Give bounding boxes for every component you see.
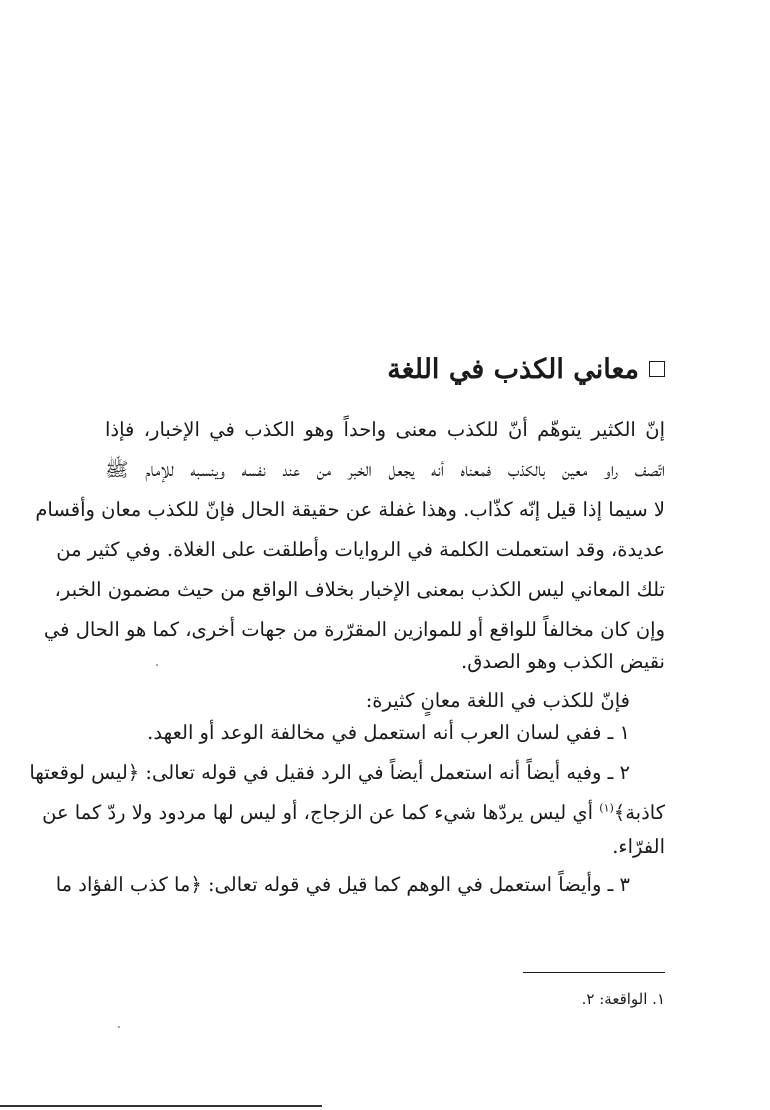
square-bullet-icon [649, 361, 665, 377]
list-item-2: ٢ ـ وفيه أيضاً أنه استعمل أيضاً في الرد فقيل في قوله تعالى: ﴿ليس لوقعتها [29, 761, 630, 784]
scan-speck [118, 1026, 120, 1028]
quote-commentary: أي ليس يردّها شيء كما عن الزجاج، أو ليس لها مردود ولا ردّ كما عن [42, 801, 600, 824]
scan-speck [156, 664, 158, 666]
paragraph-line: إنّ الكثير يتوهّم أنّ للكذب معنى واحداً وهو الكذب في الإخبار، فإذا [105, 418, 665, 441]
paragraph-line: تلك المعاني ليس الكذب بمعنى الإخبار بخلاف الواقع من حيث مضمون الخبر، [54, 578, 665, 601]
section-heading [105, 350, 665, 390]
paragraph-line: عديدة، وقد استعملت الكلمة في الروايات وأطلقت على الغلاة. وفي كثير من [56, 538, 665, 561]
list-item-3: ٣ ـ وأيضاً استعمل في الوهم كما قيل في قوله تعالى: ﴿ما كذب الفؤاد ما [55, 873, 630, 896]
quran-quote-end: كاذبة﴾ [613, 801, 665, 824]
paragraph-line: لا سيما إذا قيل إنّه كذّاب. وهذا غفلة عن حقيقة الحال فإنّ للكذب معان وأقسام [35, 498, 665, 521]
section-heading-text: معاني الكذب في اللغة [387, 354, 639, 385]
paragraph-line: فإنّ للكذب في اللغة معانٍ كثيرة: [365, 689, 630, 712]
paragraph-line: وإن كان مخالفاً للواقع أو للموازين المقرّرة من جهات أخرى، كما هو الحال في [43, 618, 665, 641]
paragraph-line: الفرّاء. [612, 835, 665, 858]
scan-edge-line [0, 1105, 322, 1107]
list-item-1: ١ ـ ففي لسان العرب أنه استعمل في مخالفة الوعد أو العهد. [147, 721, 630, 744]
footnote-reference: (١) [599, 801, 614, 815]
paragraph-line: نقيض الكذب وهو الصدق. [461, 650, 665, 673]
footnote: ١. الواقعة: ٢. [581, 990, 665, 1008]
paragraph-line: اتّصف راو معين بالكذب فمعناه أنه يجعل الخبر من عند نفسه وينسبه للإمام ﷺ [105, 458, 665, 481]
footnote-separator [523, 972, 665, 973]
